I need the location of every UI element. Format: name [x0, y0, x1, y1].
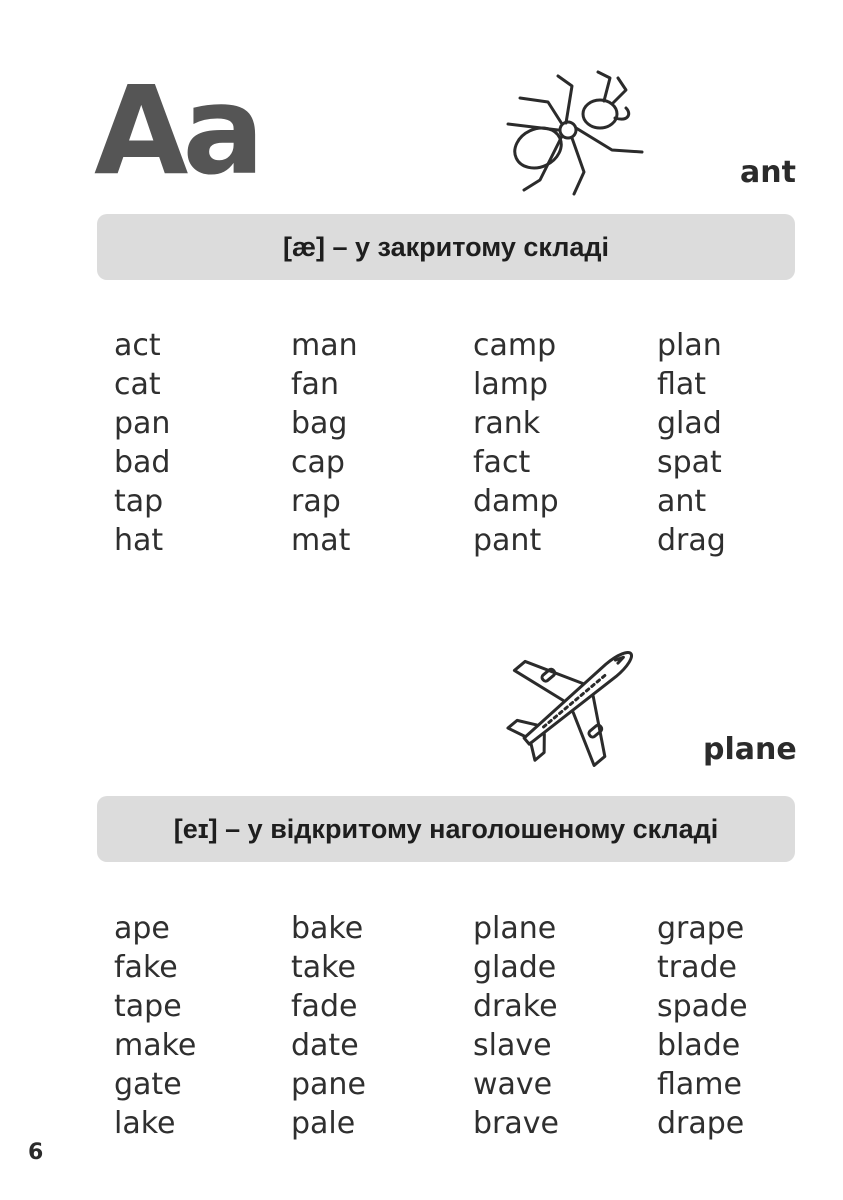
word: camp — [473, 328, 557, 363]
ant-word: ant — [740, 155, 796, 190]
section1-banner: [æ] – у закритому складі — [97, 214, 795, 280]
word: plane — [473, 911, 557, 946]
word: drake — [473, 989, 558, 1024]
word: fake — [114, 950, 178, 985]
word: cap — [291, 445, 345, 480]
word: spat — [657, 445, 722, 480]
word-column-3 — [473, 326, 559, 560]
word: man — [291, 328, 358, 363]
word: pane — [291, 1067, 366, 1102]
word: tap — [114, 484, 164, 519]
word: lamp — [473, 367, 548, 402]
word: trade — [657, 950, 737, 985]
word: bake — [291, 911, 364, 946]
word-column-2 — [291, 909, 366, 1143]
word-list-ae — [114, 326, 814, 566]
word: spade — [657, 989, 748, 1024]
word: flat — [657, 367, 707, 402]
plane-word: plane — [703, 732, 797, 767]
word: cat — [114, 367, 161, 402]
word: fact — [473, 445, 531, 480]
word-column-4 — [657, 909, 748, 1143]
word: hat — [114, 523, 164, 558]
word: gate — [114, 1067, 182, 1102]
word-column-1 — [114, 326, 170, 560]
word: blade — [657, 1028, 741, 1063]
word: bag — [291, 406, 348, 441]
word: glad — [657, 406, 722, 441]
word: ant — [657, 484, 707, 519]
word-column-3 — [473, 909, 559, 1143]
word: pan — [114, 406, 171, 441]
word: damp — [473, 484, 559, 519]
word: rank — [473, 406, 541, 441]
word: mat — [291, 523, 351, 558]
word-list-ei — [114, 909, 814, 1149]
word: pant — [473, 523, 542, 558]
word: pale — [291, 1106, 356, 1141]
word: grape — [657, 911, 745, 946]
word: brave — [473, 1106, 559, 1141]
word: drag — [657, 523, 726, 558]
word: rap — [291, 484, 341, 519]
word: date — [291, 1028, 359, 1063]
word: lake — [114, 1106, 176, 1141]
word-column-1 — [114, 909, 196, 1143]
ant-icon — [500, 68, 650, 198]
airplane-icon — [503, 628, 653, 768]
word: make — [114, 1028, 197, 1063]
word-column-2 — [291, 326, 358, 560]
section2-banner: [eɪ] – у відкритому наголошеному складі — [97, 796, 795, 862]
word: tape — [114, 989, 182, 1024]
word: slave — [473, 1028, 552, 1063]
word: drape — [657, 1106, 745, 1141]
word: bad — [114, 445, 171, 480]
word: wave — [473, 1067, 553, 1102]
word: glade — [473, 950, 557, 985]
word: take — [291, 950, 356, 985]
word: fade — [291, 989, 358, 1024]
word-column-4 — [657, 326, 726, 560]
word: act — [114, 328, 161, 363]
letter-heading: Aa — [94, 60, 259, 202]
word: ape — [114, 911, 170, 946]
word: flame — [657, 1067, 742, 1102]
page-number: 6 — [28, 1140, 44, 1165]
word: plan — [657, 328, 722, 363]
word: fan — [291, 367, 339, 402]
